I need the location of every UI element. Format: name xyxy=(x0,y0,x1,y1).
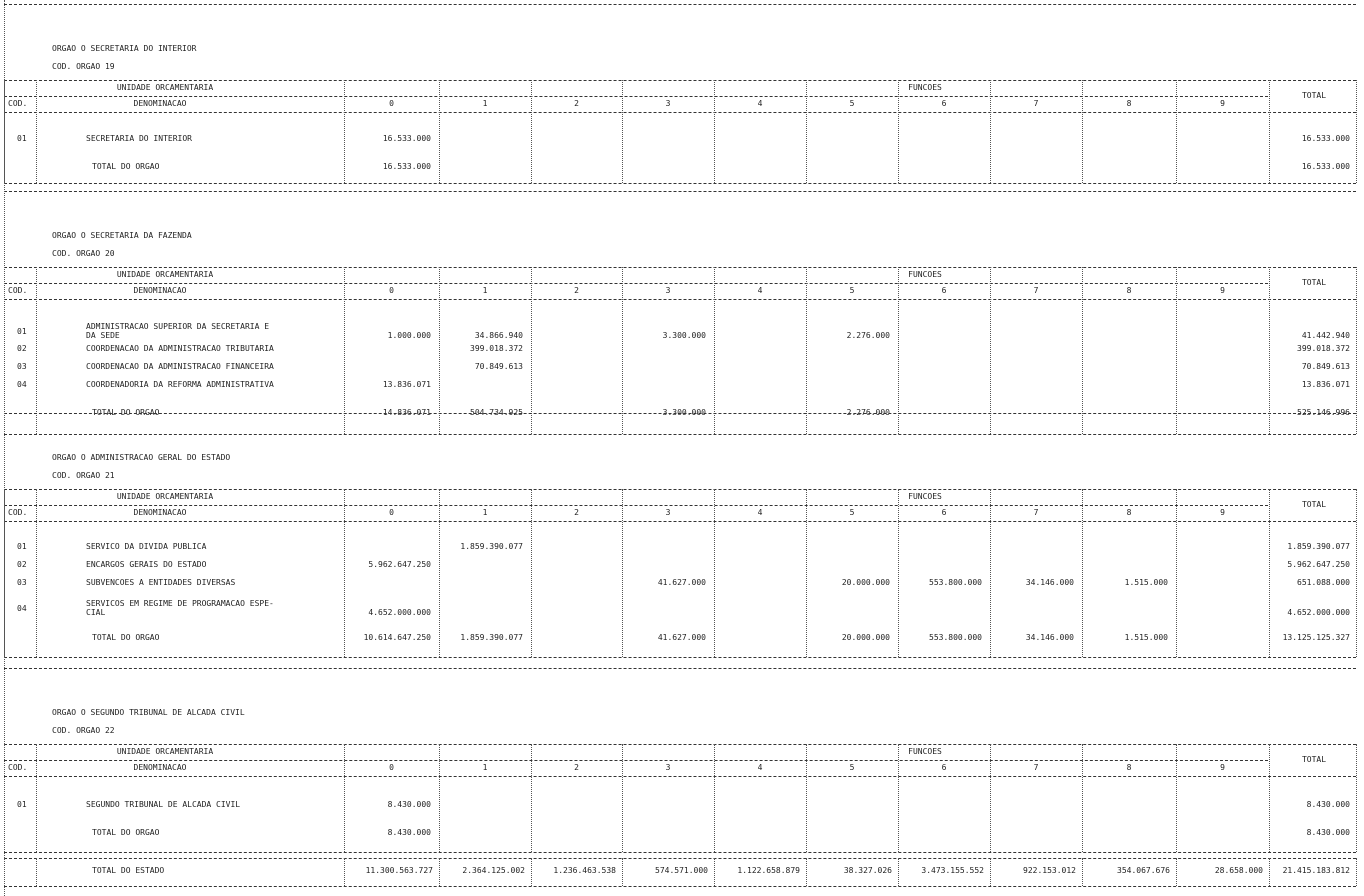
denominacao-header: DENOMINACAO xyxy=(133,99,187,108)
funcao-col-header-4: 4 xyxy=(757,763,763,772)
row-name: COORDENADORIA DA REFORMA ADMINISTRATIVA xyxy=(86,380,274,389)
cell-value: 1.859.390.077 xyxy=(460,633,523,642)
col-divider xyxy=(714,489,715,657)
row-code: 04 xyxy=(17,604,27,613)
funcao-col-header-6: 6 xyxy=(941,508,947,517)
cell-value: 13.836.071 xyxy=(382,380,431,389)
grand-total-value: 1.236.463.538 xyxy=(553,866,616,875)
cell-value: 504.734.925 xyxy=(470,408,523,417)
row-name: SERVICO DA DIVIDA PUBLICA xyxy=(86,542,207,551)
section-title: ORGAO O SECRETARIA DO INTERIOR xyxy=(52,44,197,53)
section-code: COD. ORGAO 20 xyxy=(52,249,115,258)
row-total-value: 8.430.000 xyxy=(1306,800,1350,809)
col-divider xyxy=(36,267,37,434)
row-total-value: 1.859.390.077 xyxy=(1287,542,1350,551)
section-top-rule xyxy=(4,4,1356,5)
cod-header: COD. xyxy=(8,763,28,772)
funcao-col-header-2: 2 xyxy=(574,99,579,108)
col-divider xyxy=(531,489,532,657)
cod-header: COD. xyxy=(8,99,28,108)
col-divider xyxy=(531,267,532,434)
grand-total-value: 2.364.125.002 xyxy=(462,866,525,875)
funcao-col-header-5: 5 xyxy=(849,99,855,108)
row-code: 03 xyxy=(17,578,27,587)
row-total-value: 651.088.000 xyxy=(1297,578,1350,587)
col-divider xyxy=(1176,744,1177,852)
funcao-col-header-0: 0 xyxy=(389,763,394,772)
grand-total-value: 354.067.676 xyxy=(1117,866,1170,875)
funcao-col-header-0: 0 xyxy=(389,286,394,295)
funcao-col-header-9: 9 xyxy=(1220,763,1225,772)
col-divider xyxy=(36,858,37,886)
cod-header: COD. xyxy=(8,508,28,517)
grand-total-label: TOTAL DO ESTADO xyxy=(92,866,165,875)
section-bottom-rule xyxy=(4,434,1356,435)
funcoes-header: FUNCOES xyxy=(908,492,942,501)
row-code: 01 xyxy=(17,800,27,809)
grand-total-sum: 21.415.183.812 xyxy=(1282,866,1350,875)
funcao-col-header-0: 0 xyxy=(389,508,394,517)
row-total-value: 4.652.000.000 xyxy=(1287,608,1350,617)
header-mid-rule xyxy=(4,760,1268,761)
funcoes-header: FUNCOES xyxy=(908,747,942,756)
row-total-value: 16.533.000 xyxy=(1301,162,1350,171)
col-divider xyxy=(990,489,991,657)
cell-value: 41.627.000 xyxy=(657,578,706,587)
funcao-col-header-3: 3 xyxy=(665,286,671,295)
cell-value: 20.000.000 xyxy=(841,578,890,587)
denominacao-header: DENOMINACAO xyxy=(133,763,187,772)
row-total-value: 525.146.996 xyxy=(1297,408,1350,417)
col-divider xyxy=(439,744,440,852)
col-divider xyxy=(990,267,991,434)
section-title: ORGAO O SECRETARIA DA FAZENDA xyxy=(52,231,192,240)
row-name: SERVICOS EM REGIME DE PROGRAMACAO ESPE- xyxy=(86,599,274,608)
row-total-value: 5.962.647.250 xyxy=(1287,560,1350,569)
col-divider xyxy=(1176,489,1177,657)
total-header: TOTAL xyxy=(1301,91,1327,100)
col-divider xyxy=(622,858,623,886)
section-title: ORGAO O ADMINISTRACAO GERAL DO ESTADO xyxy=(52,453,231,462)
row-name: COORDENACAO DA ADMINISTRACAO TRIBUTARIA xyxy=(86,344,274,353)
header-bottom-rule xyxy=(4,776,1356,777)
header-top-rule xyxy=(4,489,1356,490)
col-divider xyxy=(806,80,807,183)
col-divider xyxy=(344,489,345,657)
grand-total-value: 38.327.026 xyxy=(843,866,892,875)
cell-value: 3.300.000 xyxy=(662,408,706,417)
cell-value: 3.300.000 xyxy=(662,331,706,340)
funcao-col-header-5: 5 xyxy=(849,286,855,295)
total-row-label: TOTAL DO ORGAO xyxy=(92,633,160,642)
section-code: COD. ORGAO 19 xyxy=(52,62,115,71)
col-divider xyxy=(622,489,623,657)
unidade-header: UNIDADE ORCAMENTARIA xyxy=(116,747,214,756)
cell-value: 5.962.647.250 xyxy=(368,560,431,569)
row-code: 03 xyxy=(17,362,27,371)
funcao-col-header-9: 9 xyxy=(1220,99,1225,108)
grand-total-value: 3.473.155.552 xyxy=(921,866,984,875)
funcao-col-header-7: 7 xyxy=(1033,99,1039,108)
row-name: ENCARGOS GERAIS DO ESTADO xyxy=(86,560,207,569)
funcao-col-header-9: 9 xyxy=(1220,286,1225,295)
funcao-col-header-7: 7 xyxy=(1033,763,1039,772)
col-divider xyxy=(531,744,532,852)
row-name-continued: CIAL xyxy=(86,608,106,617)
col-divider xyxy=(990,80,991,183)
row-total-value: 16.533.000 xyxy=(1301,134,1350,143)
section-bottom-rule xyxy=(4,657,1356,658)
funcao-col-header-7: 7 xyxy=(1033,286,1039,295)
funcao-col-header-1: 1 xyxy=(482,763,488,772)
total-row-label: TOTAL DO ORGAO xyxy=(92,828,160,837)
cell-value: 553.800.000 xyxy=(929,578,982,587)
col-divider xyxy=(1082,744,1083,852)
row-name: ADMINISTRACAO SUPERIOR DA SECRETARIA E xyxy=(86,322,270,331)
funcao-col-header-0: 0 xyxy=(389,99,394,108)
funcao-col-header-3: 3 xyxy=(665,763,671,772)
funcao-col-header-7: 7 xyxy=(1033,508,1039,517)
grand-total-top-rule xyxy=(4,858,1356,859)
cell-value: 10.614.647.250 xyxy=(363,633,431,642)
col-divider xyxy=(898,267,899,434)
col-divider xyxy=(1082,858,1083,886)
col-divider xyxy=(1356,744,1357,852)
funcao-col-header-3: 3 xyxy=(665,508,671,517)
funcoes-header: FUNCOES xyxy=(908,270,942,279)
funcao-col-header-5: 5 xyxy=(849,508,855,517)
header-mid-rule xyxy=(4,96,1268,97)
row-name: SUBVENCOES A ENTIDADES DIVERSAS xyxy=(86,578,236,587)
section-bottom-rule xyxy=(4,852,1356,853)
section-code: COD. ORGAO 21 xyxy=(52,471,115,480)
col-divider xyxy=(1356,489,1357,657)
row-code: 04 xyxy=(17,380,27,389)
funcao-col-header-4: 4 xyxy=(757,286,763,295)
header-bottom-rule xyxy=(4,112,1356,113)
funcoes-header: FUNCOES xyxy=(908,83,942,92)
row-code: 02 xyxy=(17,344,27,353)
funcao-col-header-4: 4 xyxy=(757,508,763,517)
funcao-col-header-5: 5 xyxy=(849,763,855,772)
cell-value: 8.430.000 xyxy=(387,828,431,837)
cell-value: 16.533.000 xyxy=(382,134,431,143)
cell-value: 553.800.000 xyxy=(929,633,982,642)
header-bottom-rule xyxy=(4,299,1356,300)
col-divider xyxy=(1082,489,1083,657)
col-divider xyxy=(898,744,899,852)
unidade-header: UNIDADE ORCAMENTARIA xyxy=(116,270,214,279)
cell-value: 8.430.000 xyxy=(387,800,431,809)
grand-total-value: 28.658.000 xyxy=(1214,866,1263,875)
row-total-value: 70.849.613 xyxy=(1301,362,1350,371)
cell-value: 34.146.000 xyxy=(1025,633,1074,642)
col-divider xyxy=(1082,267,1083,434)
row-name-continued: DA SEDE xyxy=(86,331,120,340)
col-divider xyxy=(1269,858,1270,886)
funcao-col-header-2: 2 xyxy=(574,286,579,295)
cell-value: 20.000.000 xyxy=(841,633,890,642)
header-mid-rule xyxy=(4,283,1268,284)
row-code: 02 xyxy=(17,560,27,569)
col-divider xyxy=(344,858,345,886)
row-total-value: 399.018.372 xyxy=(1297,344,1350,353)
row-total-value: 8.430.000 xyxy=(1306,828,1350,837)
funcao-col-header-3: 3 xyxy=(665,99,671,108)
cell-value: 1.515.000 xyxy=(1124,578,1168,587)
col-divider xyxy=(1176,858,1177,886)
funcao-col-header-6: 6 xyxy=(941,99,947,108)
funcao-col-header-8: 8 xyxy=(1126,99,1132,108)
col-divider xyxy=(1356,858,1357,886)
header-mid-rule xyxy=(4,505,1268,506)
cell-value: 41.627.000 xyxy=(657,633,706,642)
col-divider xyxy=(36,489,37,657)
header-top-rule xyxy=(4,80,1356,81)
funcao-col-header-6: 6 xyxy=(941,763,947,772)
total-header: TOTAL xyxy=(1301,500,1327,509)
col-divider xyxy=(1269,489,1270,657)
funcao-col-header-8: 8 xyxy=(1126,286,1132,295)
col-divider xyxy=(439,489,440,657)
row-total-value: 41.442.940 xyxy=(1301,331,1350,340)
funcao-col-header-4: 4 xyxy=(757,99,763,108)
col-divider xyxy=(1356,267,1357,434)
funcao-col-header-1: 1 xyxy=(482,286,488,295)
row-name: SEGUNDO TRIBUNAL DE ALCADA CIVIL xyxy=(86,800,241,809)
row-code: 01 xyxy=(17,327,27,336)
col-divider xyxy=(990,744,991,852)
funcao-col-header-6: 6 xyxy=(941,286,947,295)
row-code: 01 xyxy=(17,134,27,143)
row-name: SECRETARIA DO INTERIOR xyxy=(86,134,192,143)
col-divider xyxy=(714,744,715,852)
grand-total-value: 574.571.000 xyxy=(655,866,708,875)
grand-total-value: 922.153.012 xyxy=(1023,866,1076,875)
funcao-col-header-8: 8 xyxy=(1126,508,1132,517)
cell-value: 34.146.000 xyxy=(1025,578,1074,587)
cell-value: 16.533.000 xyxy=(382,162,431,171)
total-header: TOTAL xyxy=(1301,278,1327,287)
col-divider xyxy=(531,80,532,183)
header-top-rule xyxy=(4,744,1356,745)
grand-total-value: 1.122.658.879 xyxy=(737,866,800,875)
cell-value: 70.849.613 xyxy=(474,362,523,371)
col-divider xyxy=(622,744,623,852)
col-divider xyxy=(898,80,899,183)
cell-value: 1.000.000 xyxy=(387,331,431,340)
section-bottom-rule xyxy=(4,183,1356,184)
funcao-col-header-1: 1 xyxy=(482,99,488,108)
col-divider xyxy=(806,489,807,657)
funcao-col-header-2: 2 xyxy=(574,763,579,772)
row-name: COORDENACAO DA ADMINISTRACAO FINANCEIRA xyxy=(86,362,274,371)
grand-total-value: 11.300.563.727 xyxy=(365,866,433,875)
cell-value: 1.859.390.077 xyxy=(460,542,523,551)
row-total-value: 13.836.071 xyxy=(1301,380,1350,389)
col-divider xyxy=(36,744,37,852)
col-divider xyxy=(622,80,623,183)
cell-value: 399.018.372 xyxy=(470,344,523,353)
col-divider xyxy=(1356,80,1357,183)
section-top-rule xyxy=(4,413,1356,414)
total-row-label: TOTAL DO ORGAO xyxy=(92,162,160,171)
col-divider xyxy=(806,744,807,852)
row-code: 01 xyxy=(17,542,27,551)
cell-value: 14.836.071 xyxy=(382,408,431,417)
unidade-header: UNIDADE ORCAMENTARIA xyxy=(116,83,214,92)
total-row-label: TOTAL DO ORGAO xyxy=(92,408,160,417)
section-title: ORGAO O SEGUNDO TRIBUNAL DE ALCADA CIVIL xyxy=(52,708,245,717)
col-divider xyxy=(439,858,440,886)
col-divider xyxy=(714,267,715,434)
col-divider xyxy=(714,80,715,183)
denominacao-header: DENOMINACAO xyxy=(133,508,187,517)
col-divider xyxy=(439,80,440,183)
grand-total-bottom-rule xyxy=(4,886,1356,887)
col-divider xyxy=(531,858,532,886)
row-total-value: 13.125.125.327 xyxy=(1282,633,1350,642)
cell-value: 2.276.000 xyxy=(846,331,890,340)
denominacao-header: DENOMINACAO xyxy=(133,286,187,295)
cell-value: 1.515.000 xyxy=(1124,633,1168,642)
col-divider xyxy=(990,858,991,886)
col-divider xyxy=(898,489,899,657)
col-divider xyxy=(714,858,715,886)
total-header: TOTAL xyxy=(1301,755,1327,764)
section-code: COD. ORGAO 22 xyxy=(52,726,115,735)
page-left-edge xyxy=(4,0,5,896)
funcao-col-header-9: 9 xyxy=(1220,508,1225,517)
col-divider xyxy=(1082,80,1083,183)
funcao-col-header-8: 8 xyxy=(1126,763,1132,772)
col-divider xyxy=(1176,267,1177,434)
col-divider xyxy=(1176,80,1177,183)
unidade-header: UNIDADE ORCAMENTARIA xyxy=(116,492,214,501)
cell-value: 34.866.940 xyxy=(474,331,523,340)
col-divider xyxy=(806,858,807,886)
header-top-rule xyxy=(4,267,1356,268)
cod-header: COD. xyxy=(8,286,28,295)
col-divider xyxy=(36,80,37,183)
header-bottom-rule xyxy=(4,521,1356,522)
funcao-col-header-1: 1 xyxy=(482,508,488,517)
col-divider xyxy=(898,858,899,886)
cell-value: 4.652.000.000 xyxy=(368,608,431,617)
section-top-rule xyxy=(4,191,1356,192)
section-top-rule xyxy=(4,668,1356,669)
cell-value: 2.276.000 xyxy=(846,408,890,417)
funcao-col-header-2: 2 xyxy=(574,508,579,517)
